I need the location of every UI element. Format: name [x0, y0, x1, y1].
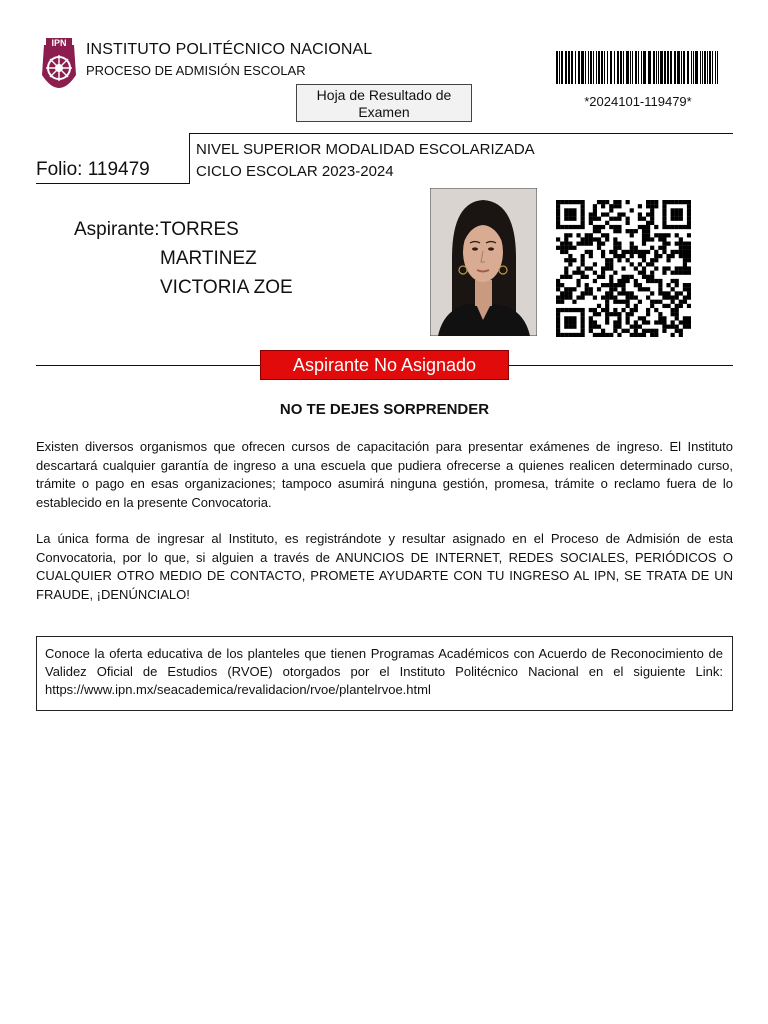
notice-heading: NO TE DEJES SORPRENDER — [279, 401, 490, 418]
document-type-line-1: Hoja de Resultado de — [316, 87, 452, 103]
folio-underline — [36, 183, 190, 184]
applicant-label: Aspirante: — [74, 219, 160, 240]
barcode-icon — [556, 51, 720, 84]
ipn-logo-icon — [38, 35, 80, 101]
notice-paragraph-2: La única forma de ingresar al Instituto, es registrándote y resultar asignado en el Proceso de Admisión de esta Convocatoria, por lo que, si alguien a través de ANUNCIOS DE INTERNET, REDES SOCIALES, PERIÓDICOS O CUALQUIER OTRO MEDIO DE CONTACTO, PROMETE AYUDARTE CON TU INGRESO AL IPN, SE TRATA DE UN FRAUDE, ¡DENÚNCIALO! — [36, 531, 733, 602]
folio: Folio: 119479 — [36, 159, 150, 180]
barcode-number: *2024101-119479* — [584, 94, 692, 109]
result-status-badge: Aspirante No Asignado — [260, 350, 509, 380]
header-divider — [189, 133, 733, 134]
notice-paragraph-1: Existen diversos organismos que ofrecen cursos de capacitación para presentar exámenes de ingreso. El Instituto descartará cualquier garantía de ingreso a una escuela que pudiera ofrecerse a quienes realicen determinado curso, trámite o pago en esas organizaciones; tampoco asumirá ninguna gestión, promesa, trámite o reclamo fuera de lo establecido en la presente Convocatoria. — [36, 439, 733, 510]
applicant-name-line-2: MARTINEZ — [160, 248, 257, 269]
applicant-name-line-3: VICTORIA ZOE — [160, 277, 293, 298]
qr-code-icon — [556, 200, 691, 337]
document-type-box — [296, 84, 472, 122]
rvoe-link[interactable]: https://www.ipn.mx/seacademica/revalidacion/rvoe/plantelrvoe.html — [45, 682, 431, 697]
folio-divider-vertical — [189, 133, 190, 183]
applicant-photo — [430, 188, 537, 336]
svg-text:IPN: IPN — [51, 38, 67, 48]
school-cycle: CICLO ESCOLAR 2023-2024 — [196, 163, 394, 180]
document-type-line-2: Examen — [358, 104, 410, 120]
institution-name: INSTITUTO POLITÉCNICO NACIONAL — [86, 41, 373, 58]
applicant-name-line-1: TORRES — [160, 219, 239, 240]
rvoe-text: Conoce la oferta educativa de los planteles que tienen Programas Académicos con Acuerdo de Reconocimiento de Validez Oficial de Estudios (RVOE) otorgados por el Instituto Politécnico Nacional en el siguiente Link: — [45, 646, 723, 679]
institution-subtitle: PROCESO DE ADMISIÓN ESCOLAR — [86, 63, 306, 78]
rvoe-info-box — [36, 636, 733, 711]
education-level: NIVEL SUPERIOR MODALIDAD ESCOLARIZADA — [196, 141, 535, 158]
